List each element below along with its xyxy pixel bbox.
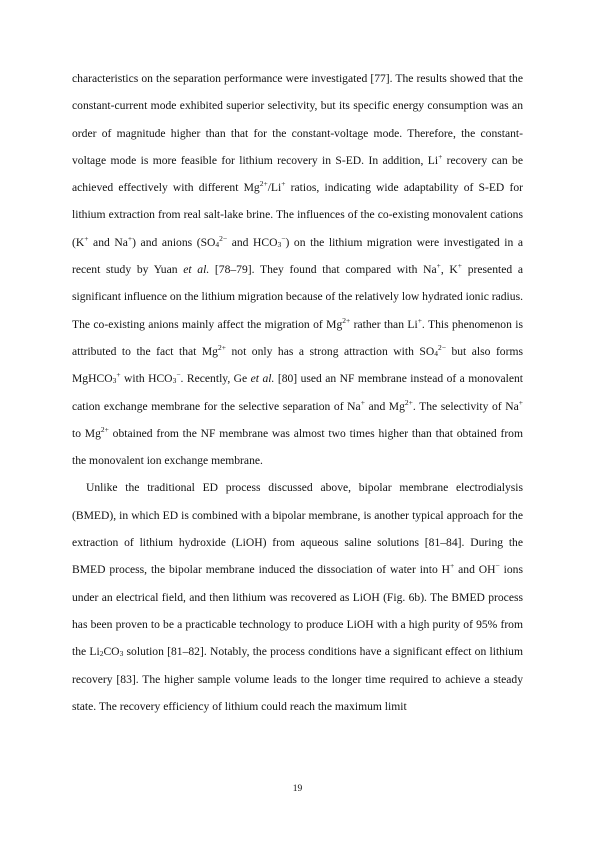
superscript: − (281, 233, 286, 243)
subscript: 4 (215, 239, 220, 249)
superscript: + (417, 315, 422, 325)
text-run: obtained from the NF membrane was almost two times higher than that obtained from the monovalent ion exchange membrane. (72, 426, 523, 468)
superscript: + (436, 261, 441, 271)
text-run: and OH (454, 563, 496, 577)
superscript: − (495, 561, 500, 571)
text-run: . The selectivity of Na (412, 399, 519, 413)
subscript: 3 (112, 376, 117, 386)
text-run: [78–79]. They found that compared with Na (209, 263, 437, 277)
text-run: . This phenomenon is attributed to the fact that Mg (72, 317, 523, 358)
superscript: + (457, 261, 463, 271)
page-number: 19 (292, 784, 303, 794)
text-run: recovery can be achieved effectively with different Mg (72, 153, 523, 195)
text-run: characteristics on the separation performance were investigated [77]. The results showed that the constant-current mode exhibited superior selectivity, but its specific energy consumption was an order of magnitude higher than that for the constant-voltage mode. Therefore, the constant-voltage mode is more feasible for lithium recovery in S-ED. In addition, Li (72, 72, 523, 167)
text-run: presented a significant influence on the lithium migration because of the relatively low hydrated ionic radius. The co-existing anions mainly affect the migration of Mg (72, 263, 523, 331)
text-run: not only has a strong attraction with SO (225, 344, 435, 358)
subscript: 3 (119, 649, 124, 659)
text-run: ) on the lithium migration were investigated in a recent study by Yuan (72, 235, 524, 277)
superscript: + (127, 233, 133, 243)
paragraph (72, 65, 523, 474)
superscript: 2+ (342, 315, 351, 325)
text-run: /Li (267, 181, 282, 195)
superscript: + (518, 397, 523, 407)
text-run: ions under an electrical field, and then lithium was recovered as LiOH (Fig. 6b). The BMED process has been proven to be a practicable technology to produce LiOH with a high purity of 95% from the Li (72, 563, 523, 659)
superscript: 2+ (259, 179, 268, 189)
superscript: + (450, 561, 455, 571)
text-run: solution [81–82]. Notably, the process conditions have a significant effect on lithium recovery [83]. The higher sample volume leads to the longer time required to achieve a steady state. The recovery efficiency of lithium could reach the maximum limit (72, 645, 523, 713)
superscript: + (438, 151, 443, 161)
superscript: 2− (219, 233, 228, 243)
superscript: + (84, 233, 89, 243)
superscript: 2+ (217, 342, 226, 352)
text-run: and HCO (227, 235, 278, 249)
superscript: + (281, 179, 286, 189)
superscript: 2− (437, 342, 446, 352)
text-run: Unlike the traditional ED process discussed above, bipolar membrane electrodialysis (BMED), in which ED is combined with a bipolar membrane, is another typical approach for the extraction of lithium hydroxide (LiOH) from aqueous saline solutions [81–84]. During the BMED process, the bipolar membrane induced the dissociation of water into H (72, 481, 523, 577)
text-run: and Na (88, 235, 128, 249)
subscript: 4 (434, 348, 438, 358)
text-run: . Recently, Ge (180, 372, 251, 386)
text-run: to Mg (72, 426, 101, 440)
italic-et-al: et al. (183, 263, 210, 277)
superscript: 2+ (404, 397, 413, 407)
subscript: 3 (277, 239, 282, 249)
text-run: , K (440, 263, 458, 277)
subscript: 2 (99, 649, 104, 659)
text-run: with HCO (120, 372, 173, 386)
text-run: CO (103, 645, 120, 659)
text-run: ratios, indicating wide adaptability of S-ED for lithium extraction from real salt-lake brine. The influences of the co-existing monovalent cations (K (72, 181, 524, 249)
paragraph (72, 474, 523, 720)
subscript: 3 (172, 376, 177, 386)
text-run: [80] used an NF membrane instead of a monovalent cation exchange membrane for the selective separation of Na (72, 372, 524, 413)
italic-et-al: et al. (250, 372, 275, 386)
superscript: + (360, 397, 365, 407)
text-run: but also forms MgHCO (72, 344, 523, 386)
text-run: and Mg (364, 399, 405, 413)
superscript: 2+ (100, 424, 109, 434)
superscript: + (116, 370, 121, 380)
superscript: − (176, 370, 181, 380)
body-text (72, 65, 523, 720)
text-run: ) and anions (SO (132, 235, 216, 249)
text-run: rather than Li (350, 317, 418, 331)
